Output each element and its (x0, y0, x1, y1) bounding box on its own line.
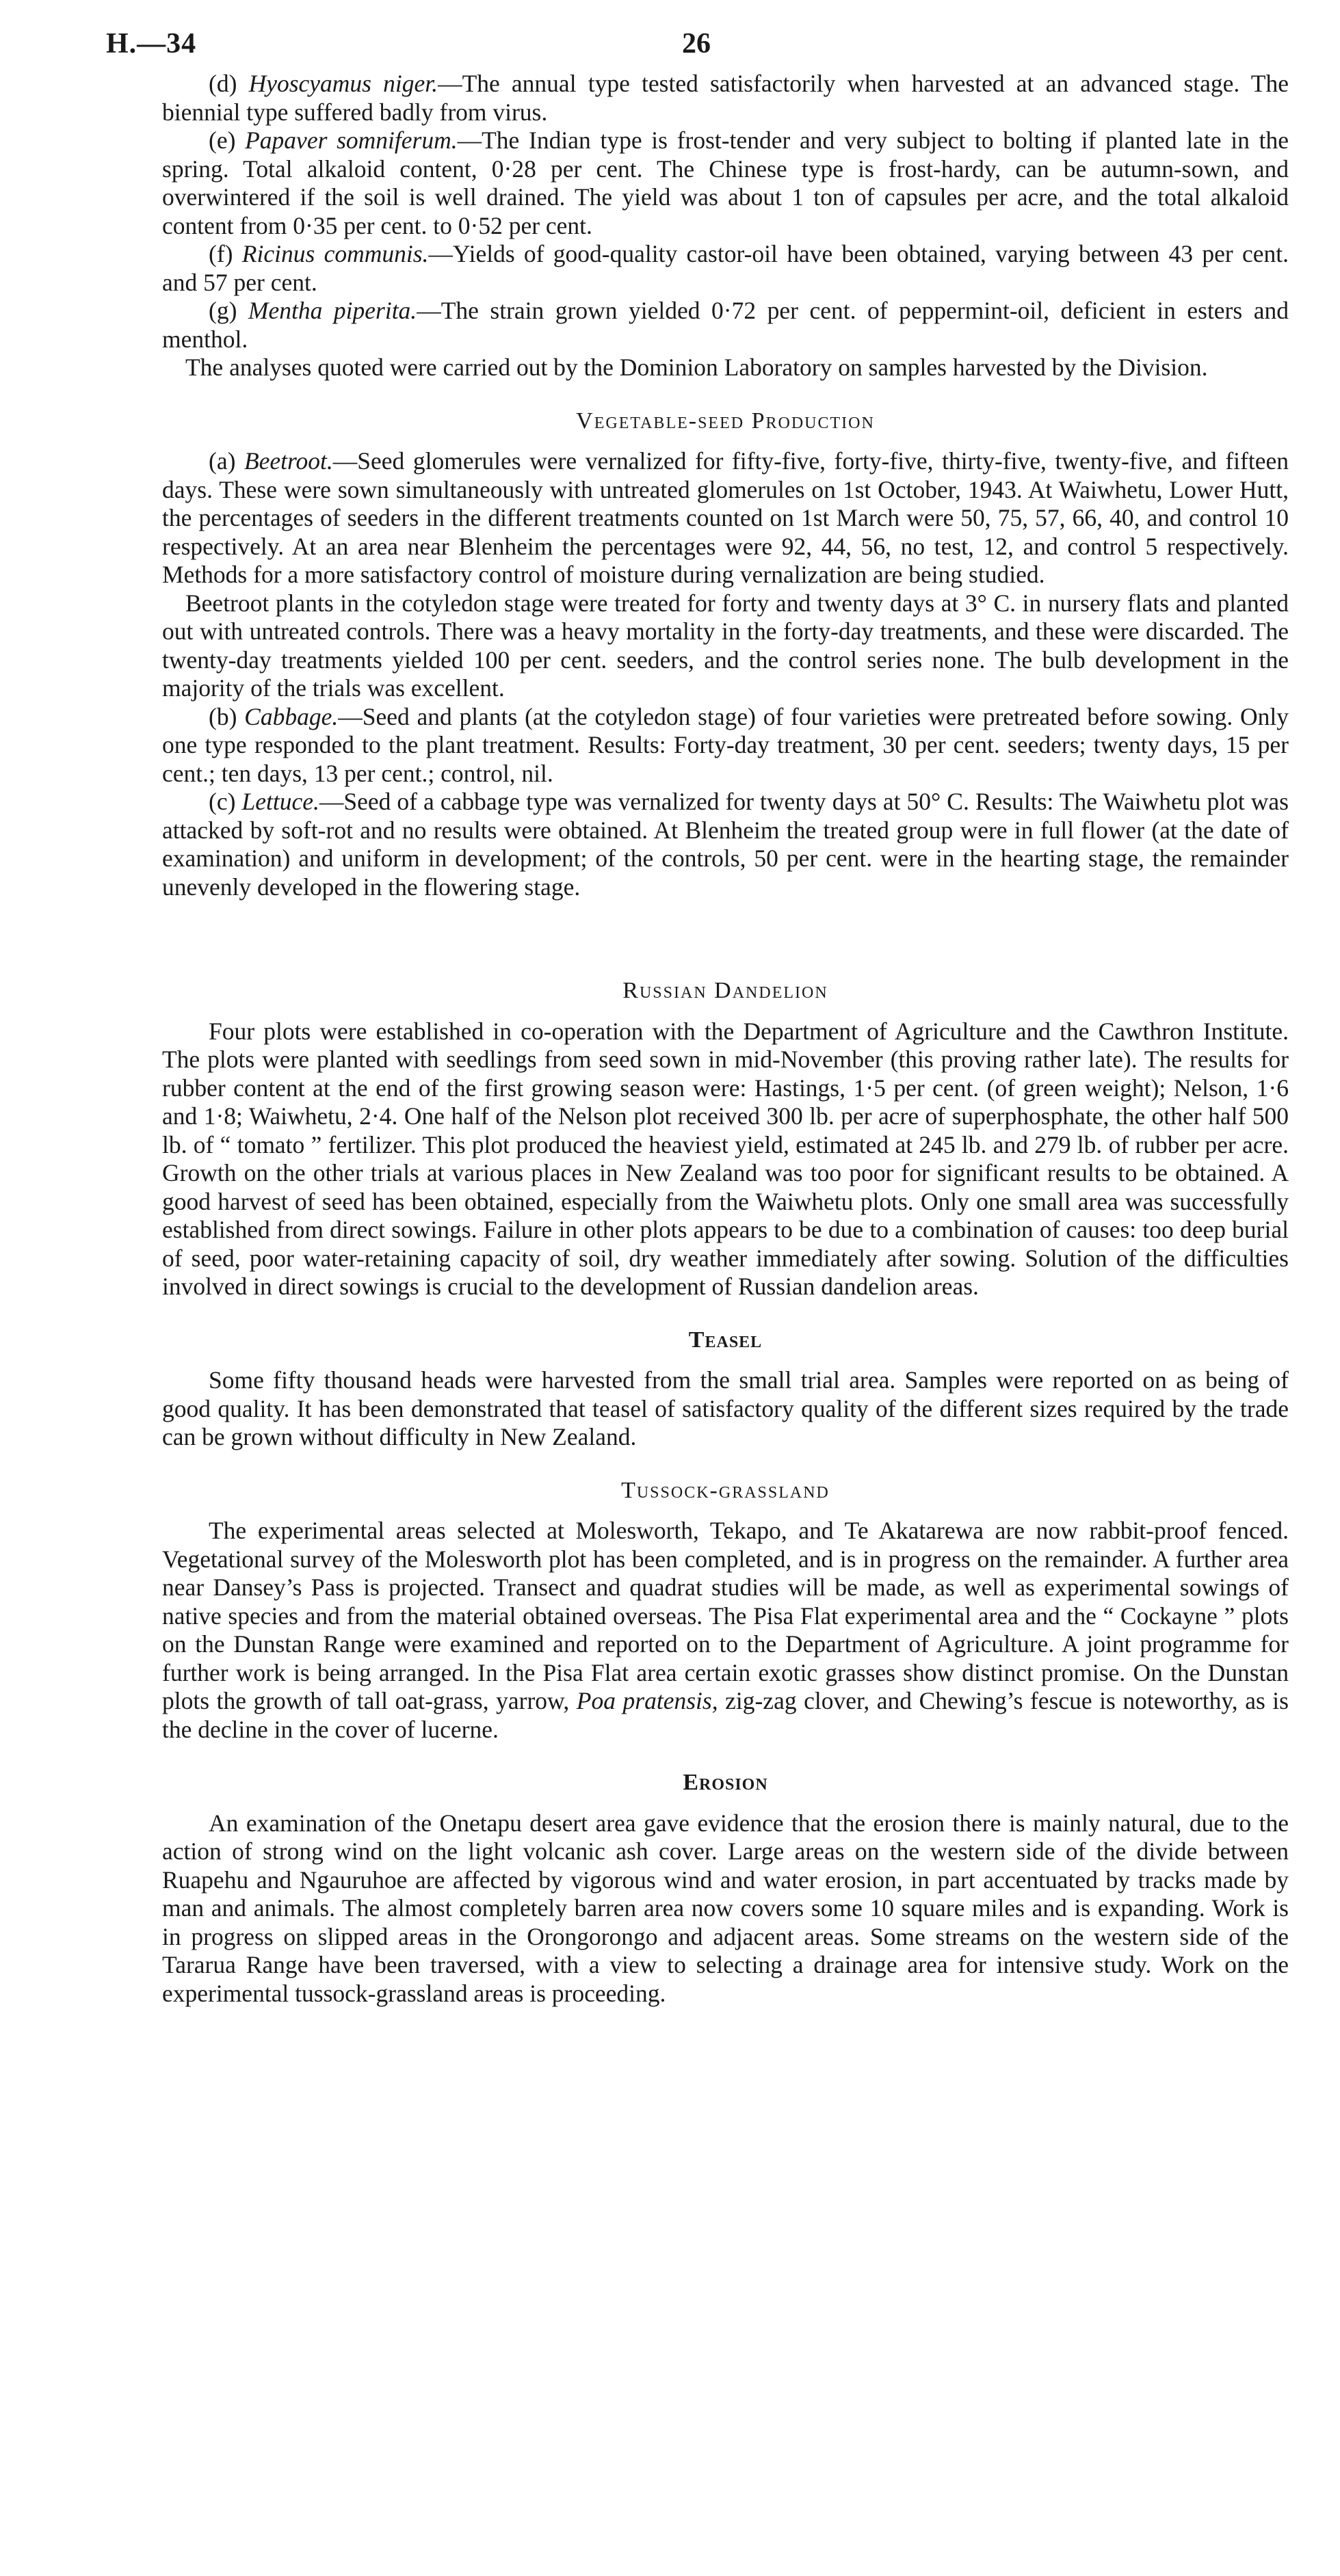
paragraph-beetroot-plants: Beetroot plants in the cotyledon stage were treated for forty and twenty days at 3° C. in nursery flats and planted out with untreated controls. There was a heavy mortality in the forty-day treatments, and these were discarded. The twenty-day treatments yielded 100 per cent. seeders, and the control series none. The bulb development in the majority of the trials was excellent. (162, 589, 1289, 702)
paragraph-teasel: Some fifty thousand heads were harvested from the small trial area. Samples were reported on as being of good quality. It has been demonstrated that teasel of satisfactory quality of the different sizes required by the trade can be grown without difficulty in New Zealand. (162, 1366, 1289, 1450)
section-heading-teasel: Teasel (688, 1327, 763, 1353)
paragraph-text: —Yields of good-quality castor-oil have been obtained, varying between 43 per cent. and 57 per cent. (162, 240, 1289, 296)
section-heading-russian-dandelion: Russian Dandelion (622, 978, 828, 1003)
species-name: Mentha piperita. (248, 297, 417, 324)
paragraph-text: —The strain grown yielded 0·72 per cent. of peppermint-oil, deficient in esters and menthol. (162, 297, 1289, 353)
item-label: (g) (209, 297, 248, 324)
section-heading-erosion: Erosion (683, 1770, 768, 1795)
paragraph-text: —Seed glomerules were vernalized for fifty-five, forty-five, thirty-five, twenty-five, and fifteen days. These were sown simultaneously with untreated glomerules on 1st October, 1943. At Waiwhetu, Lower Hutt, the percentages of seeders in the different treatments counted on 1st March were 50, 75, 57, 66, 40, and control 10 respectively. At an area near Blenheim the percentages were 92, 44, 56, no test, 12, and control 5 respectively. Methods for a more satisfactory control of moisture during vernalization are being studied. (162, 447, 1289, 588)
paragraph-beetroot (162, 447, 1289, 589)
species-name: Hyoscyamus niger. (248, 70, 438, 97)
paragraph-analyses: The analyses quoted were carried out by the Dominion Laboratory on samples harvested by the Division. (185, 354, 1208, 381)
species-name: Ricinus communis. (241, 240, 429, 267)
paragraph-text: —The annual type tested satisfactorily when harvested at an advanced stage. The biennial type suffered badly from virus. (162, 70, 1289, 126)
paragraph-text: —The Indian type is frost-tender and very subject to bolting if planted late in the spring. Total alkaloid content, 0·28 per cent. The Chinese type is frost-hardy, can be autumn-sown, and overwintered if the soil is well drained. The yield was about 1 ton of capsules per acre, and the total alkaloid content from 0·35 per cent. to 0·52 per cent. (162, 127, 1289, 239)
section-heading-tussock-grassland: Tussock-grassland (621, 1477, 830, 1503)
paragraph-erosion: An examination of the Onetapu desert area gave evidence that the erosion there is mainly natural, due to the action of strong wind on the light volcanic ash cover. Large areas on the western side of the divide between Ruapehu and Ngauruhoe are affected by vigorous wind and water erosion, in part accentuated by tracks made by man and animals. The almost completely barren area now covers some 10 square miles and is expanding. Work is in progress on slipped areas in the Orongorongo and adjacent areas. Some streams on the western side of the Tararua Range have been traversed, with a view to selecting a drainage area for intensive study. Work on the experimental tussock-grassland areas is proceeding. (162, 1809, 1289, 2007)
crop-name: Lettuce. (241, 788, 319, 815)
paragraph-russian-dandelion: Four plots were established in co-operation with the Department of Agriculture and the Cawthron Institute. The plots were planted with seedlings from seed sown in mid-November (this proving rather late). The results for rubber content at the end of the first growing season were: Hastings, 1·5 per cent. (of green weight); Nelson, 1·6 and 1·8; Waiwhetu, 2·4. One half of the Nelson plot received 300 lb. per acre of superphosphate, the other half 500 lb. of “ tomato ” fertilizer. This plot produced the heaviest yield, estimated at 245 lb. and 279 lb. of rubber per acre. Growth on the other trials at various places in New Zealand was too poor for significant results to be obtained. A good harvest of seed has been obtained, especially from the Waiwhetu plots. Only one small area was successfully established from direct sowings. Failure in other plots appears to be due to a combination of causes: too deep burial of seed, poor water-retaining capacity of soil, dry weather immediately after sowing. Solution of the difficulties involved in direct sowings is crucial to the development of Russian dandelion areas. (162, 1017, 1289, 1300)
item-label: (d) (209, 70, 249, 97)
paragraph-ricinus (162, 240, 1289, 297)
paragraph-text: zig-zag clover, and Chewing’s fescue is noteworthy, as is the decline in the cover of lucerne. (162, 1687, 1289, 1743)
species-name: Poa pratensis, (576, 1687, 718, 1714)
crop-name: Cabbage. (244, 702, 339, 730)
item-label: (b) (209, 702, 245, 730)
item-label: (e) (209, 127, 246, 154)
paragraph-mentha (162, 297, 1289, 354)
paragraph-text: —Seed of a cabbage type was vernalized for twenty days at 50° C. Results: The Waiwhetu plot was attacked by soft-rot and no results were obtained. At Blenheim the treated group were in full flower (at the date of examination) and uniform in development; of the controls, 50 per cent. were in the hearting stage, the remainder unevenly developed in the flowering stage. (162, 788, 1289, 901)
paragraph-cabbage (162, 703, 1289, 788)
item-label: (a) (209, 447, 244, 475)
item-label: (f) (209, 240, 242, 267)
paragraph-lettuce (162, 788, 1289, 901)
paragraph-hyoscyamus (162, 70, 1289, 127)
page-header (106, 22, 1289, 70)
species-name: Papaver somniferum. (245, 127, 458, 154)
report-reference: H.—34 (106, 28, 197, 59)
paragraph-text: —Seed and plants (at the cotyledon stage) of four varieties were pretreated before sowing. Only one type responded to the plant treatment. Results: Forty-day treatment, 30 per cent. seeders; twenty days, 15 per cent.; ten days, 13 per cent.; control, nil. (162, 702, 1289, 787)
paragraph-tussock-grassland (162, 1517, 1289, 1744)
document-body (162, 70, 1289, 2008)
item-label: (c) (209, 788, 242, 815)
page-number: 26 (682, 28, 711, 59)
crop-name: Beetroot. (244, 447, 333, 475)
paragraph-text: The experimental areas selected at Molesworth, Tekapo, and Te Akatarewa are now rabbit-proof fenced. Vegetational survey of the Molesworth plot has been completed, and is in progress on the remainder. A further area near Dansey’s Pass is projected. Transect and quadrat studies will be made, as well as experimental sowings of native species and from the material obtained overseas. The Pisa Flat experimental area and the “ Cockayne ” plots on the Dunstan Range were examined and reported on to the Department of Agriculture. A joint programme for further work is being arranged. In the Pisa Flat area certain exotic grasses show distinct promise. On the Dunstan plots the growth of tall oat-grass, yarrow, (162, 1517, 1289, 1714)
paragraph-papaver (162, 127, 1289, 240)
section-heading-vegetable-seed: Vegetable-seed Production (576, 408, 875, 434)
